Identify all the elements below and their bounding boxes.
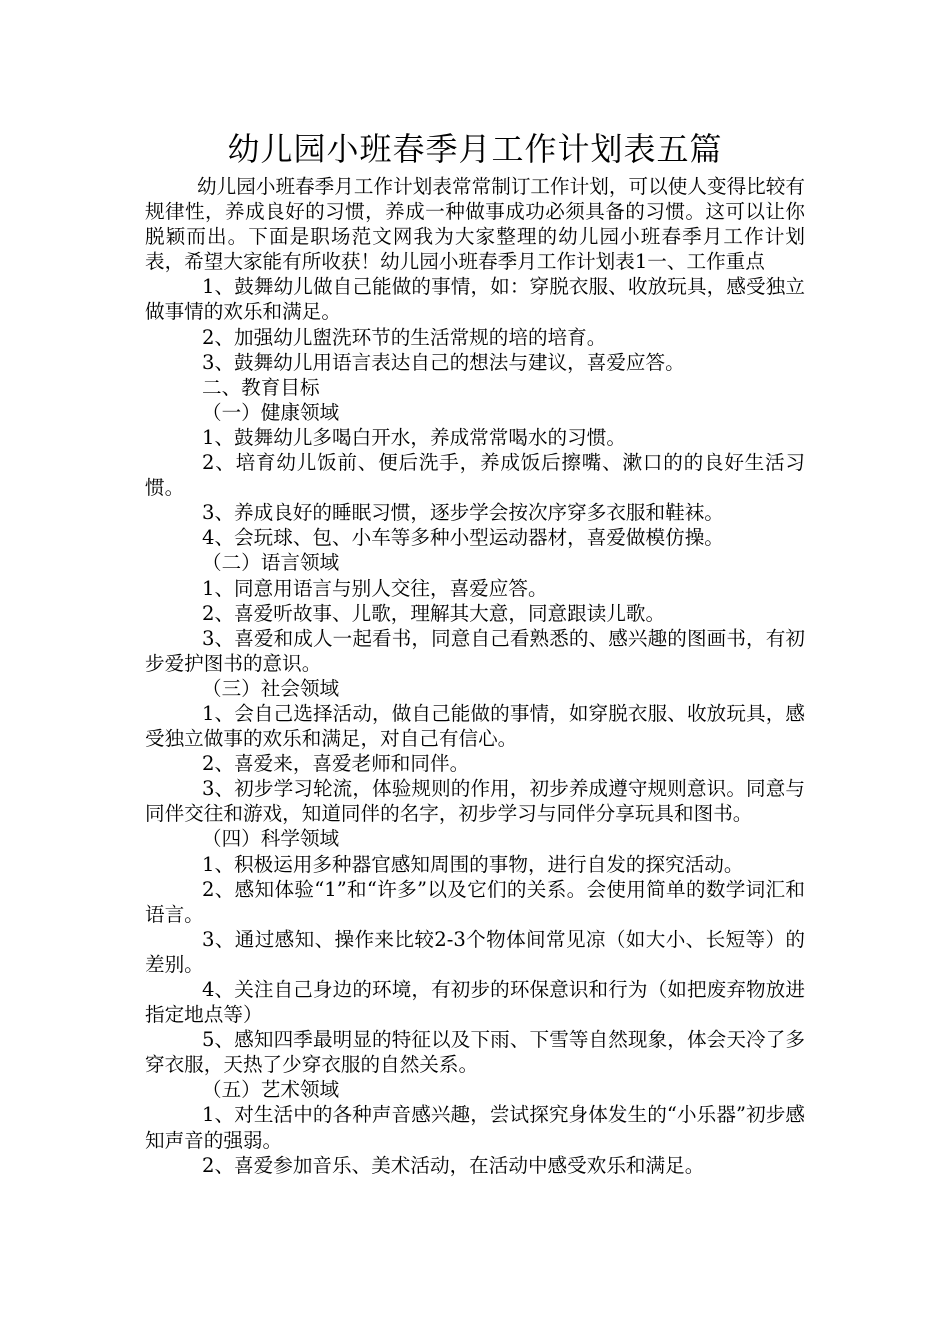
paragraph: 3、初步学习轮流，体验规则的作用，初步养成遵守规则意识。同意与同伴交往和游戏，知道同伴的名字，初步学习与同伴分享玩具和图书。 [145, 777, 805, 826]
paragraph: （二）语言领域 [202, 551, 340, 575]
paragraph: （四）科学领域 [202, 827, 340, 851]
paragraph: 2、喜爱听故事、儿歌，理解其大意，同意跟读儿歌。 [202, 601, 666, 625]
paragraph: 3、鼓舞幼儿用语言表达自己的想法与建议，喜爱应答。 [202, 350, 685, 374]
paragraph: 3、养成良好的睡眠习惯，逐步学会按次序穿多衣服和鞋袜。 [202, 501, 724, 525]
paragraph: 1、积极运用多种器官感知周围的事物，进行自发的探究活动。 [202, 852, 744, 876]
paragraph: 1、鼓舞幼儿多喝白开水，养成常常喝水的习惯。 [202, 425, 626, 449]
paragraph: 1、鼓舞幼儿做自己能做的事情，如：穿脱衣服、收放玩具，感受独立做事情的欢乐和满足。 [145, 275, 805, 324]
paragraph: 2、喜爱来，喜爱老师和同伴。 [202, 752, 470, 776]
paragraph: 1、对生活中的各种声音感兴趣，尝试探究身体发生的“小乐器”初步感知声音的强弱。 [145, 1103, 805, 1152]
paragraph: 3、喜爱和成人一起看书，同意自己看熟悉的、感兴趣的图画书，有初步爱护图书的意识。 [145, 626, 805, 675]
paragraph: 4、会玩球、包、小车等多种小型运动器材，喜爱做模仿操。 [202, 526, 724, 550]
paragraph: （五）艺术领域 [202, 1078, 340, 1102]
paragraph: 二、教育目标 [202, 375, 320, 399]
paragraph: 4、关注自己身边的环境，有初步的环保意识和行为（如把废弃物放进指定地点等） [145, 978, 805, 1027]
paragraph: 2、加强幼儿盥洗环节的生活常规的培的培育。 [202, 325, 607, 349]
paragraph: （三）社会领域 [202, 676, 340, 700]
paragraph: 5、感知四季最明显的特征以及下雨、下雪等自然现象，体会天冷了多穿衣服，天热了少穿衣服的自然关系。 [145, 1028, 805, 1077]
paragraph: 幼儿园小班春季月工作计划表常常制订工作计划，可以使人变得比较有规律性，养成良好的习惯，养成一种做事成功必须具备的习惯。这可以让你脱颖而出。下面是职场范文网我为大家整理的幼儿园小班春季月工作计划表，希望大家能有所收获！幼儿园小班春季月工作计划表1一、工作重点 [145, 175, 805, 274]
paragraph: 1、会自己选择活动，做自己能做的事情，如穿脱衣服、收放玩具，感受独立做事的欢乐和满足，对自己有信心。 [145, 701, 805, 751]
paragraph: 3、通过感知、操作来比较2-3个物体间常见凉（如大小、长短等）的差别。 [145, 927, 805, 976]
paragraph: 1、同意用语言与别人交往，喜爱应答。 [202, 576, 548, 600]
document-body [145, 174, 805, 1178]
paragraph: 2、感知体验“1”和“许多”以及它们的关系。会使用简单的数学词汇和语言。 [145, 877, 805, 926]
paragraph: 2、培育幼儿饭前、便后洗手，养成饭后擦嘴、漱口的的良好生活习惯。 [145, 451, 805, 500]
paragraph: 2、喜爱参加音乐、美术活动，在活动中感受欢乐和满足。 [202, 1153, 705, 1177]
paragraph: （一）健康领域 [202, 400, 340, 424]
document-title: 幼儿园小班春季月工作计划表五篇 [227, 130, 723, 168]
